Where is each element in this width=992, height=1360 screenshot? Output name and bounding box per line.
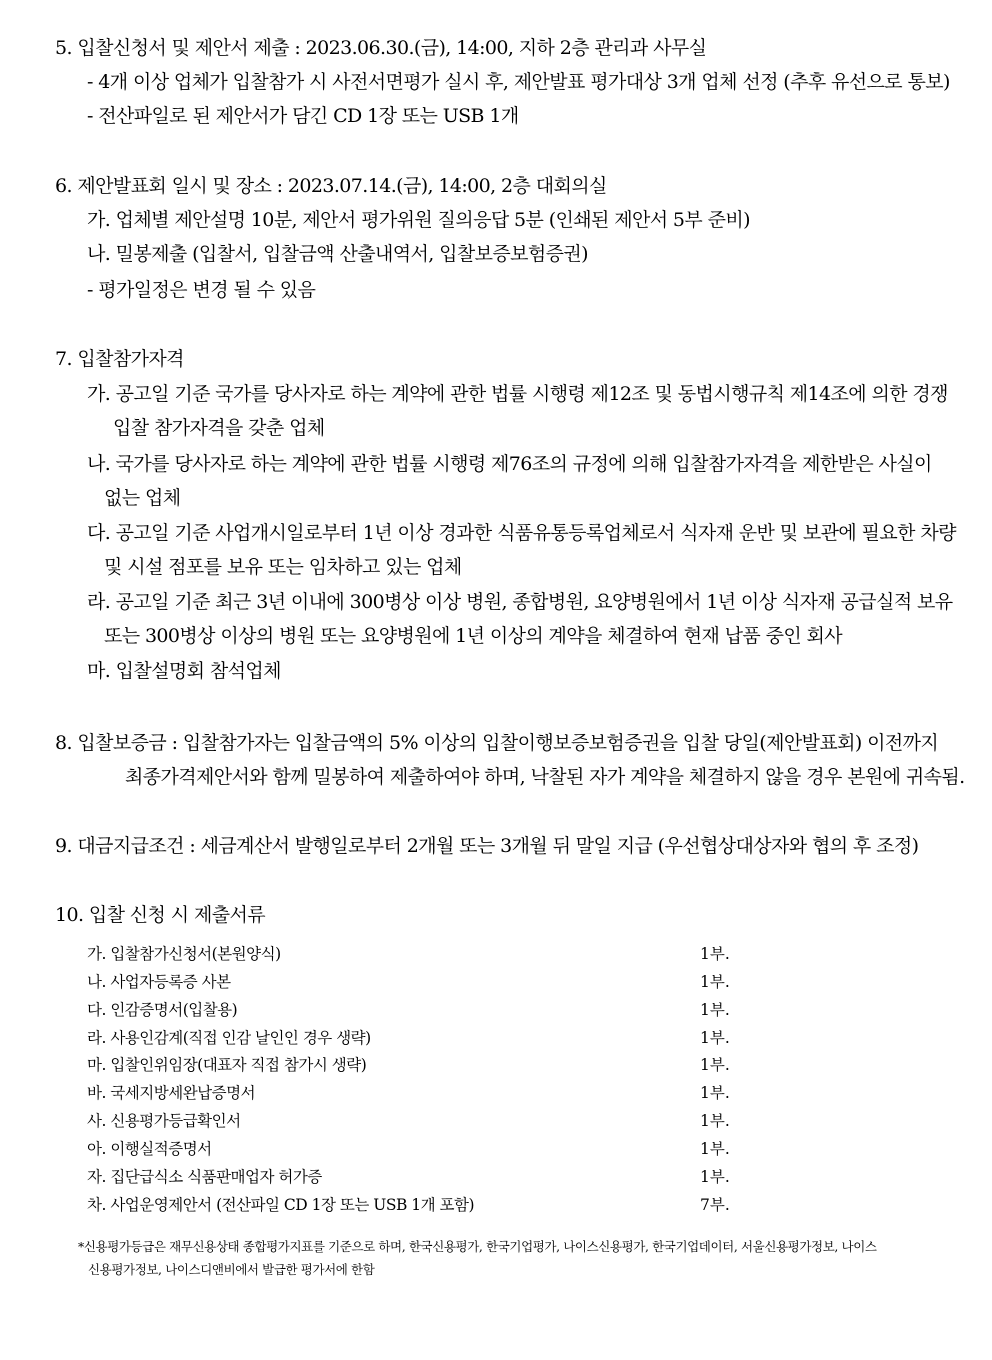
document-list-item: 가. 입찰참가신청서(본원양식) [87, 945, 281, 963]
document-list-qty: 1부. [700, 1084, 730, 1102]
section-6-note: - 평가일정은 변경 될 수 있음 [87, 279, 316, 301]
document-list-qty: 1부. [700, 973, 730, 991]
document-list-item: 아. 이행실적증명서 [87, 1140, 212, 1158]
document-list-item: 바. 국세지방세완납증명서 [87, 1084, 256, 1102]
section-7-item-c-line-2: 및 시설 점포를 보유 또는 임차하고 있는 업체 [104, 556, 462, 578]
section-7-item-e: 마. 입찰설명회 참석업체 [87, 660, 281, 682]
section-9-line-1: 9. 대금지급조건 : 세금계산서 발행일로부터 2개월 또는 3개월 뒤 말일 지급 (우선협상대상자와 협의 후 조정) [55, 835, 919, 857]
document-list-qty: 1부. [700, 1056, 730, 1074]
document-list-qty: 1부. [700, 1140, 730, 1158]
section-7-item-a-line-2: 입찰 참가자격을 갖춘 업체 [113, 417, 325, 439]
document-list-qty: 1부. [700, 1168, 730, 1186]
footnote-line-2: 신용평가정보, 나이스디앤비에서 발급한 평가서에 한함 [88, 1262, 375, 1277]
document-list-qty: 1부. [700, 1112, 730, 1130]
document-list-item: 나. 사업자등록증 사본 [87, 973, 231, 991]
section-5-bullet-1: - 4개 이상 업체가 입찰참가 시 사전서면평가 실시 후, 제안발표 평가대상 3개 업체 선정 (추후 유선으로 통보) [87, 71, 950, 93]
section-5-title: 5. 입찰신청서 및 제안서 제출 : 2023.06.30.(금), 14:00, 지하 2층 관리과 사무실 [55, 37, 707, 59]
section-10-title: 10. 입찰 신청 시 제출서류 [55, 904, 265, 926]
section-5-bullet-2: - 전산파일로 된 제안서가 담긴 CD 1장 또는 USB 1개 [87, 105, 519, 127]
footnote-line-1: *신용평가등급은 재무신용상태 종합평가지표를 기준으로 하며, 한국신용평가, 한국기업평가, 나이스신용평가, 한국기업데이터, 서울신용평가정보, 나이스 [78, 1239, 877, 1254]
document-list-item: 라. 사용인감계(직접 인감 날인인 경우 생략) [87, 1029, 371, 1047]
document-list-item: 자. 집단급식소 식품판매업자 허가증 [87, 1168, 322, 1186]
section-7-item-d-line-1: 라. 공고일 기준 최근 3년 이내에 300병상 이상 병원, 종합병원, 요양병원에서 1년 이상 식자재 공급실적 보유 [87, 591, 953, 613]
section-8-line-1: 8. 입찰보증금 : 입찰참가자는 입찰금액의 5% 이상의 입찰이행보증보험증권을 입찰 당일(제안발표회) 이전까지 [55, 732, 939, 754]
document-list-item: 사. 신용평가등급확인서 [87, 1112, 241, 1130]
section-7-item-c-line-1: 다. 공고일 기준 사업개시일로부터 1년 이상 경과한 식품유통등록업체로서 식자재 운반 및 보관에 필요한 차량 [87, 522, 956, 544]
section-6-item-b: 나. 밀봉제출 (입찰서, 입찰금액 산출내역서, 입찰보증보험증권) [87, 243, 588, 265]
document-list-item: 다. 인감증명서(입찰용) [87, 1001, 238, 1019]
document-list-item: 차. 사업운영제안서 (전산파일 CD 1장 또는 USB 1개 포함) [87, 1196, 475, 1214]
section-7-item-d-line-2: 또는 300병상 이상의 병원 또는 요양병원에 1년 이상의 계약을 체결하여 현재 납품 중인 회사 [104, 625, 843, 647]
document-list-item: 마. 입찰인위임장(대표자 직접 참가시 생략) [87, 1056, 367, 1074]
document-list-qty: 1부. [700, 1001, 730, 1019]
section-6-title: 6. 제안발표회 일시 및 장소 : 2023.07.14.(금), 14:00, 2층 대회의실 [55, 175, 607, 197]
section-7-item-a-line-1: 가. 공고일 기준 국가를 당사자로 하는 계약에 관한 법률 시행령 제12조 및 동법시행규칙 제14조에 의한 경쟁 [87, 383, 948, 405]
section-6-item-a: 가. 업체별 제안설명 10분, 제안서 평가위원 질의응답 5분 (인쇄된 제안서 5부 준비) [87, 209, 750, 231]
document-list-qty: 7부. [700, 1196, 730, 1214]
section-7-item-b-line-2: 없는 업체 [104, 487, 181, 509]
document-list-qty: 1부. [700, 1029, 730, 1047]
document-list-qty: 1부. [700, 945, 730, 963]
section-7-title: 7. 입찰참가자격 [55, 348, 184, 370]
section-8-line-2: 최종가격제안서와 함께 밀봉하여 제출하여야 하며, 낙찰된 자가 계약을 체결하지 않을 경우 본원에 귀속됨. [125, 766, 965, 788]
section-7-item-b-line-1: 나. 국가를 당사자로 하는 계약에 관한 법률 시행령 제76조의 규정에 의해 입찰참가자격을 제한받은 사실이 [87, 453, 932, 475]
